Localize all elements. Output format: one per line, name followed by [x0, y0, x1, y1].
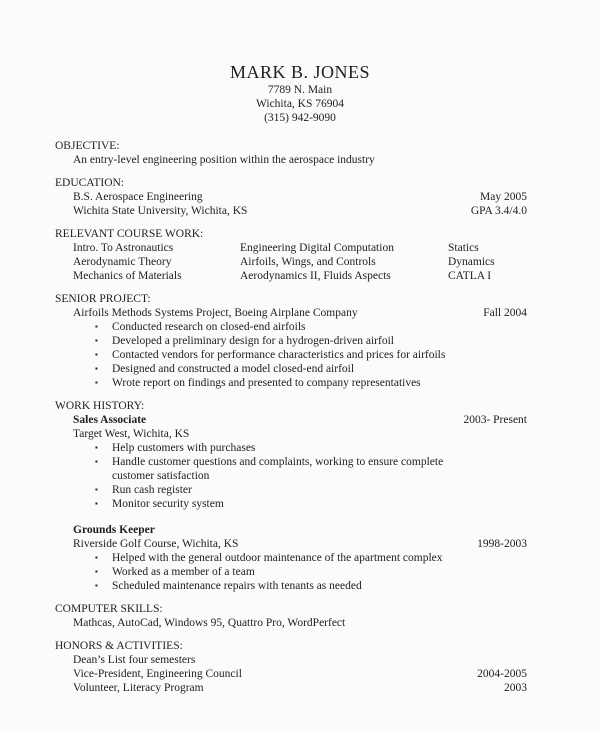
project-title-row — [73, 306, 527, 320]
gpa-value: GPA 3.4/4.0 — [470, 205, 527, 217]
person-name: MARK B. JONES — [229, 62, 371, 82]
bullet-text: Designed and constructed a model closed-end airfoil — [112, 363, 355, 375]
section-objective — [55, 139, 527, 167]
bullet-text: Monitor security system — [112, 498, 224, 510]
section-education — [55, 176, 527, 218]
bullet-text: Scheduled maintenance repairs with tenants as needed — [112, 580, 362, 592]
bullet-text: Conducted research on closed-end airfoils — [112, 321, 306, 333]
section-heading: WORK HISTORY: — [55, 400, 145, 412]
bullet-text: Worked as a member of a team — [112, 566, 255, 578]
job-date: 1998-2003 — [477, 538, 527, 550]
course-name: Aerodynamic Theory — [73, 256, 172, 268]
bullet-item — [73, 362, 527, 376]
course-row — [73, 269, 527, 283]
course-name: Dynamics — [448, 256, 495, 268]
bullet-text: Handle customer questions and complaints, working to ensure complete customer satisfaction — [112, 456, 444, 482]
skills-list: Mathcas, AutoCad, Windows 95, Quattro Pro, WordPerfect — [73, 617, 346, 629]
objective-text: An entry-level engineering position within the aerospace industry — [73, 154, 375, 166]
course-name: Engineering Digital Computation — [240, 242, 394, 254]
square-bullet-icon: ▪ — [95, 567, 98, 576]
honor-row — [73, 681, 527, 695]
bullet-text: Help customers with purchases — [112, 442, 256, 454]
job-title-row — [73, 523, 527, 537]
bullet-item — [73, 455, 527, 483]
honor-date: 2003 — [504, 682, 527, 694]
job-title: Sales Associate — [73, 414, 147, 426]
bullet-item — [73, 334, 527, 348]
bullet-item — [73, 565, 527, 579]
bullet-text: Contacted vendors for performance characteristics and prices for airfoils — [112, 349, 446, 361]
course-row — [73, 241, 527, 255]
section-heading: HONORS & ACTIVITIES: — [55, 640, 183, 652]
course-name: Aerodynamics II, Fluids Aspects — [240, 270, 391, 282]
square-bullet-icon: ▪ — [95, 336, 98, 345]
resume-body — [0, 125, 600, 695]
section-heading: EDUCATION: — [55, 177, 124, 189]
square-bullet-icon: ▪ — [95, 378, 98, 387]
graduation-date: May 2005 — [480, 191, 527, 203]
bullet-text: Wrote report on findings and presented to company representatives — [112, 377, 421, 389]
bullet-item — [73, 483, 527, 497]
square-bullet-icon: ▪ — [95, 581, 98, 590]
square-bullet-icon: ▪ — [95, 499, 98, 508]
honor-text: Vice-President, Engineering Council — [73, 668, 242, 680]
bullet-item — [73, 551, 527, 565]
job-title-row — [73, 413, 527, 427]
education-row — [73, 190, 527, 204]
job-employer-row — [73, 427, 527, 441]
section-heading: COMPUTER SKILLS: — [55, 603, 163, 615]
bullet-item — [73, 579, 527, 593]
bullet-text: Helped with the general outdoor maintenance of the apartment complex — [112, 552, 443, 564]
course-name: Intro. To Astronautics — [73, 242, 174, 254]
section-computer-skills — [55, 602, 527, 630]
section-work-history — [55, 399, 527, 593]
course-name: Airfoils, Wings, and Controls — [240, 256, 376, 268]
section-honors — [55, 639, 527, 695]
job-employer: Target West, Wichita, KS — [73, 428, 190, 440]
resume-header — [0, 0, 600, 125]
square-bullet-icon: ▪ — [95, 443, 98, 452]
phone-number: (315) 942-9090 — [264, 112, 336, 124]
bullet-item — [73, 441, 527, 455]
square-bullet-icon: ▪ — [95, 350, 98, 359]
job-employer: Riverside Golf Course, Wichita, KS — [73, 538, 239, 550]
section-heading: RELEVANT COURSE WORK: — [55, 228, 204, 240]
job-employer-row — [73, 537, 527, 551]
honor-text: Volunteer, Literacy Program — [73, 682, 204, 694]
bullet-text: Run cash register — [112, 484, 192, 496]
honor-row — [73, 667, 527, 681]
section-coursework — [55, 227, 527, 283]
bullet-item — [73, 376, 527, 390]
honor-date: 2004-2005 — [477, 668, 527, 680]
bullet-item — [73, 320, 527, 334]
square-bullet-icon: ▪ — [95, 553, 98, 562]
square-bullet-icon: ▪ — [95, 364, 98, 373]
education-row — [73, 204, 527, 218]
honor-row — [73, 653, 527, 667]
bullet-item — [73, 348, 527, 362]
section-heading: SENIOR PROJECT: — [55, 293, 151, 305]
section-senior-project — [55, 292, 527, 390]
course-name: CATLA I — [448, 270, 492, 282]
project-date: Fall 2004 — [483, 307, 527, 319]
address-line-1: 7789 N. Main — [267, 84, 333, 96]
square-bullet-icon: ▪ — [95, 322, 98, 331]
course-row — [73, 255, 527, 269]
job-entry — [73, 413, 527, 511]
course-name: Statics — [448, 242, 479, 254]
degree-name: B.S. Aerospace Engineering — [73, 191, 203, 203]
square-bullet-icon: ▪ — [95, 485, 98, 494]
square-bullet-icon: ▪ — [95, 457, 98, 466]
job-date: 2003- Present — [463, 414, 527, 426]
job-title: Grounds Keeper — [73, 524, 155, 536]
project-title: Airfoils Methods Systems Project, Boeing Airplane Company — [73, 307, 358, 319]
job-entry — [73, 523, 527, 593]
bullet-text: Developed a preliminary design for a hydrogen-driven airfoil — [112, 335, 394, 347]
school-name: Wichita State University, Wichita, KS — [73, 205, 248, 217]
address-line-2: Wichita, KS 76904 — [255, 98, 344, 110]
bullet-item — [73, 497, 527, 511]
section-heading: OBJECTIVE: — [55, 140, 120, 152]
honor-text: Dean’s List four semesters — [73, 654, 196, 666]
course-name: Mechanics of Materials — [73, 270, 182, 282]
